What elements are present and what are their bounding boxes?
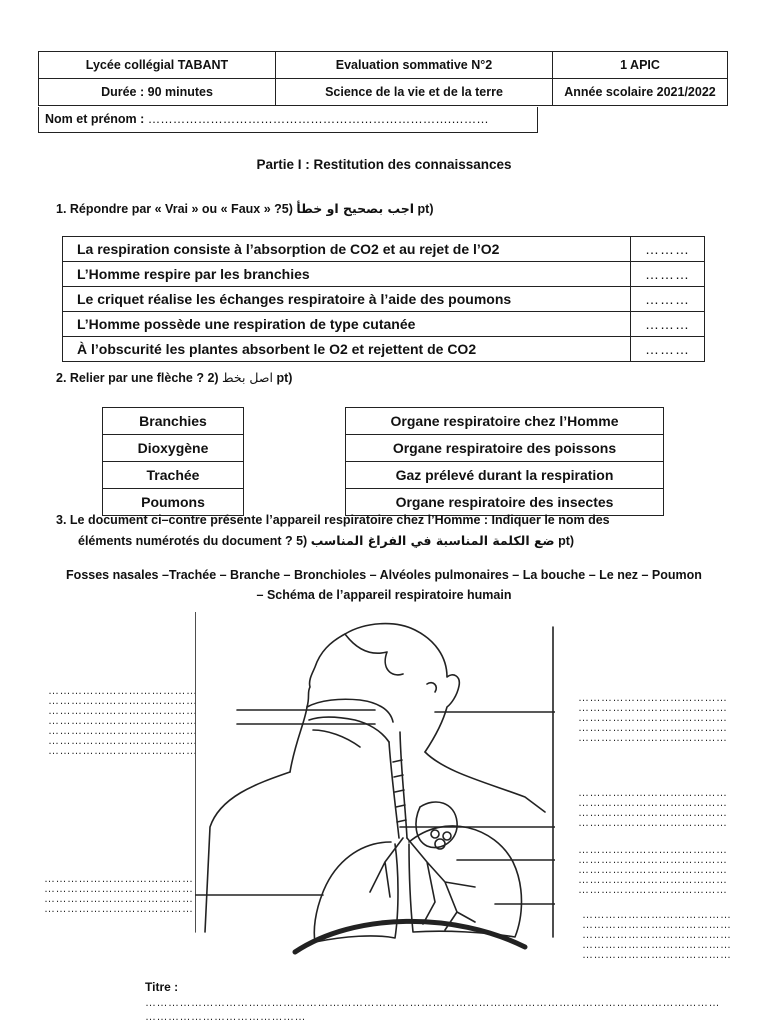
answer-dots: ………………………………… xyxy=(578,722,728,734)
answer-dots: ………………………………… xyxy=(582,909,732,921)
diagram-title-dots-2[interactable]: …………………………………… xyxy=(145,1011,306,1023)
class-level: 1 APIC xyxy=(553,52,728,79)
statement-text: À l’obscurité les plantes absorbent le O2 et rejettent de CO2 xyxy=(63,337,631,362)
left-term[interactable]: Dioxygène xyxy=(103,435,244,462)
question-3-line-1: 3. Le document ci–contre présente l’appareil respiratoire chez l’Homme : Indiquer le nom des xyxy=(56,513,610,527)
hair-line xyxy=(345,634,403,675)
statement-text: L’Homme possède une respiration de type cutanée xyxy=(63,312,631,337)
head-outline xyxy=(290,624,459,772)
table-row xyxy=(63,287,705,312)
left-terms-table xyxy=(102,407,244,516)
answer-dots: ………………………………… xyxy=(48,695,198,707)
table-row xyxy=(63,237,705,262)
diagram-title-dots-1[interactable]: …………………………………………………………………………………………………………………………………… xyxy=(145,997,720,1009)
answer-dots: ………………………………… xyxy=(578,864,728,876)
answer-dots: ………………………………… xyxy=(44,873,194,885)
school-year: Année scolaire 2021/2022 xyxy=(553,79,728,106)
answer-line-block-3[interactable] xyxy=(578,788,728,828)
word-bank-line-2: – Schéma de l’appareil respiratoire humain xyxy=(256,588,512,602)
name-label: Nom et prénom : xyxy=(45,112,145,126)
right-term[interactable]: Organe respiratoire chez l’Homme xyxy=(346,408,664,435)
header-table xyxy=(38,51,728,106)
question-3-line-2 xyxy=(78,533,574,548)
tongue xyxy=(313,730,360,747)
trachea-left xyxy=(389,742,399,838)
statement-text: La respiration consiste à l’absorption de CO2 et au rejet de l’O2 xyxy=(63,237,631,262)
answer-dots: ………………………………… xyxy=(578,854,728,866)
answer-dots: ………………………………… xyxy=(582,949,732,961)
answer-dots: ………………………………… xyxy=(578,787,728,799)
bronchi-tree xyxy=(370,838,475,930)
question-2-text: 2. Relier par une flèche ? 2) xyxy=(56,371,219,385)
statement-text: Le criquet réalise les échanges respiratoire à l’aide des poumons xyxy=(63,287,631,312)
answer-blank[interactable]: ……… xyxy=(631,312,705,337)
question-1-text: 1. Répondre par « Vrai » ou « Faux » ?5) xyxy=(56,202,293,216)
answer-dots: ………………………………… xyxy=(578,702,728,714)
answer-line-block-4[interactable] xyxy=(578,845,728,895)
answer-blank[interactable]: ……… xyxy=(631,287,705,312)
answer-dots: ………………………………… xyxy=(578,884,728,896)
diagram-title-label: Titre : xyxy=(145,980,179,994)
name-dots: ……………………………………………………………….……… xyxy=(147,112,489,126)
answer-dots: ………………………………… xyxy=(578,817,728,829)
question-3-text: éléments numérotés du document ? 5) xyxy=(78,534,308,548)
alveoli-circle xyxy=(431,830,439,838)
respiratory-system-diagram xyxy=(195,612,555,962)
question-2 xyxy=(56,370,292,385)
question-1 xyxy=(56,201,433,216)
right-term[interactable]: Gaz prélevé durant la respiration xyxy=(346,462,664,489)
question-2-suffix: pt) xyxy=(276,371,293,385)
answer-dots: ………………………………… xyxy=(582,919,732,931)
answer-dots: ………………………………… xyxy=(578,732,728,744)
word-bank xyxy=(30,565,738,605)
left-term[interactable]: Trachée xyxy=(103,462,244,489)
question-2-arabic: اصل بخط xyxy=(222,370,273,385)
part-title: Partie I : Restitution des connaissances xyxy=(256,157,512,172)
answer-line-block-5[interactable] xyxy=(44,874,194,914)
answer-dots: ………………………………… xyxy=(582,939,732,951)
subject: Science de la vie et de la terre xyxy=(276,79,553,106)
question-1-arabic: اجب بصحيح او خطأ xyxy=(296,201,415,216)
answer-dots: ………………………………… xyxy=(48,715,198,727)
answer-dots: ………………………………… xyxy=(578,712,728,724)
left-term[interactable]: Branchies xyxy=(103,408,244,435)
answer-dots: ………………………………… xyxy=(48,685,198,697)
answer-dots: ………………………………… xyxy=(578,797,728,809)
table-row xyxy=(63,312,705,337)
statement-text: L’Homme respire par les branchies xyxy=(63,262,631,287)
student-name-field[interactable] xyxy=(38,107,538,133)
true-false-table xyxy=(62,236,705,362)
question-3-arabic: ضع الكلمة المناسبة في الفراغ المناسب xyxy=(310,533,555,548)
left-term[interactable]: Poumons xyxy=(103,489,244,516)
answer-dots: ………………………………… xyxy=(48,705,198,717)
right-term[interactable]: Organe respiratoire des insectes xyxy=(346,489,664,516)
question-1-suffix: pt) xyxy=(417,202,434,216)
answer-blank[interactable]: ……… xyxy=(631,262,705,287)
school-name: Lycée collégial TABANT xyxy=(39,52,276,79)
answer-line-block-1[interactable] xyxy=(48,686,198,756)
answer-dots: ………………………………… xyxy=(44,903,194,915)
question-3-suffix: pt) xyxy=(558,534,575,548)
answer-dots: ………………………………… xyxy=(48,725,198,737)
ear xyxy=(427,683,436,692)
answer-line-block-2[interactable] xyxy=(578,693,728,743)
answer-dots: ………………………………… xyxy=(578,692,728,704)
answer-blank[interactable]: ……… xyxy=(631,237,705,262)
answer-dots: ………………………………… xyxy=(578,807,728,819)
right-terms-table xyxy=(345,407,664,516)
word-bank-line-1: Fosses nasales –Trachée – Branche – Bronchioles – Alvéoles pulmonaires – La bouche – Le nez – Poumon xyxy=(66,568,702,582)
diaphragm xyxy=(295,921,525,952)
answer-dots: ………………………………… xyxy=(582,929,732,941)
answer-blank[interactable]: ……… xyxy=(631,337,705,362)
answer-dots: ………………………………… xyxy=(578,874,728,886)
table-row xyxy=(63,337,705,362)
answer-line-block-6[interactable] xyxy=(582,910,732,960)
answer-dots: ………………………………… xyxy=(48,735,198,747)
answer-dots: ………………………………… xyxy=(44,893,194,905)
answer-dots: ………………………………… xyxy=(578,844,728,856)
alveoli-circle xyxy=(443,832,451,840)
evaluation-title: Evaluation sommative N°2 xyxy=(276,52,553,79)
body-left xyxy=(205,772,290,932)
right-term[interactable]: Organe respiratoire des poissons xyxy=(346,435,664,462)
table-row xyxy=(63,262,705,287)
answer-dots: ………………………………… xyxy=(48,745,198,757)
answer-dots: ………………………………… xyxy=(44,883,194,895)
duration: Durée : 90 minutes xyxy=(39,79,276,106)
trachea-right xyxy=(400,732,407,838)
mouth-cavity xyxy=(309,717,389,742)
